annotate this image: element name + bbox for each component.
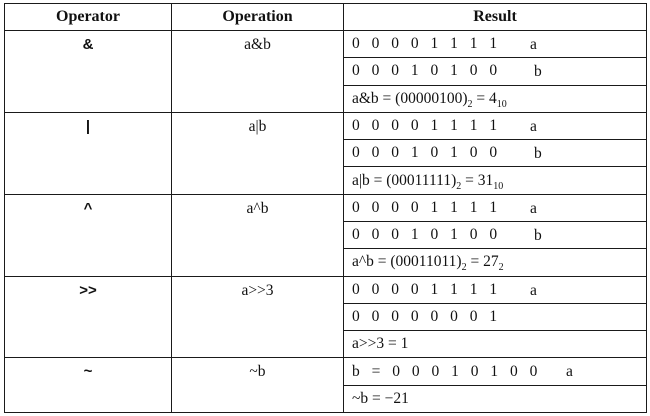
operation-cell: a&b <box>172 31 344 113</box>
result-expression: a>>3 = 1 <box>352 335 409 353</box>
result-cell <box>344 221 647 248</box>
variable-label: b <box>534 145 542 163</box>
table-row <box>5 31 647 58</box>
result-cell <box>344 140 647 167</box>
variable-label: a <box>530 117 537 135</box>
result-cell <box>344 249 647 276</box>
result-cell <box>344 85 647 112</box>
result-cell <box>344 58 647 85</box>
bit-pattern: 0 0 0 0 1 1 1 1 <box>352 116 502 134</box>
result-cell <box>344 112 647 139</box>
variable-label: a <box>530 36 537 53</box>
bit-pattern: 0 0 0 1 0 1 0 0 <box>352 226 502 244</box>
variable-label: b <box>534 63 542 81</box>
operation-cell: a>>3 <box>172 276 344 358</box>
header-operator: Operator <box>5 4 172 31</box>
operator-cell: ~ <box>5 358 172 413</box>
bit-pattern: 0 0 0 1 0 1 0 0 <box>352 144 502 162</box>
result-cell <box>344 194 647 221</box>
bit-pattern: 0 0 0 0 1 1 1 1 <box>352 35 502 53</box>
result-cell <box>344 167 647 194</box>
result-cell <box>344 331 647 358</box>
header-operation: Operation <box>172 4 344 31</box>
bit-pattern: b = 0 0 0 1 0 1 0 0 <box>352 362 542 380</box>
bit-pattern: 0 0 0 0 0 0 0 1 <box>352 307 502 325</box>
header-result: Result <box>344 4 647 31</box>
result-cell <box>344 303 647 330</box>
result-cell <box>344 358 647 385</box>
result-expression: ~b = −21 <box>352 389 409 407</box>
bitwise-operators-table <box>4 3 647 413</box>
table-row <box>5 194 647 221</box>
bit-pattern: 0 0 0 1 0 1 0 0 <box>352 62 502 80</box>
result-cell <box>344 31 647 58</box>
operator-cell: >> <box>5 276 172 358</box>
result-cell <box>344 276 647 303</box>
operation-cell: ~b <box>172 358 344 413</box>
variable-label: a <box>530 281 537 299</box>
table-row <box>5 358 647 385</box>
operator-cell: | <box>5 112 172 194</box>
bit-pattern: 0 0 0 0 1 1 1 1 <box>352 280 502 298</box>
table-body <box>5 31 647 413</box>
result-expression: a&b = $(00000100)_2 = 4_{10}$ <box>352 89 507 110</box>
operator-cell: & <box>5 31 172 113</box>
operation-cell: a|b <box>172 112 344 194</box>
header-row <box>5 4 647 31</box>
variable-label: b <box>534 226 542 244</box>
variable-label: a <box>530 199 537 217</box>
operator-cell: ^ <box>5 194 172 276</box>
variable-label: a <box>566 363 573 381</box>
operation-cell: a^b <box>172 194 344 276</box>
result-cell <box>344 385 647 412</box>
result-expression: a^b = $(00011011)_2 = 27_2$ <box>352 253 504 274</box>
table-row <box>5 276 647 303</box>
bit-pattern: 0 0 0 0 1 1 1 1 <box>352 198 502 216</box>
result-expression: $a|b = (00011111)_2 = 31_{10}$ <box>352 171 504 192</box>
table-row <box>5 112 647 139</box>
